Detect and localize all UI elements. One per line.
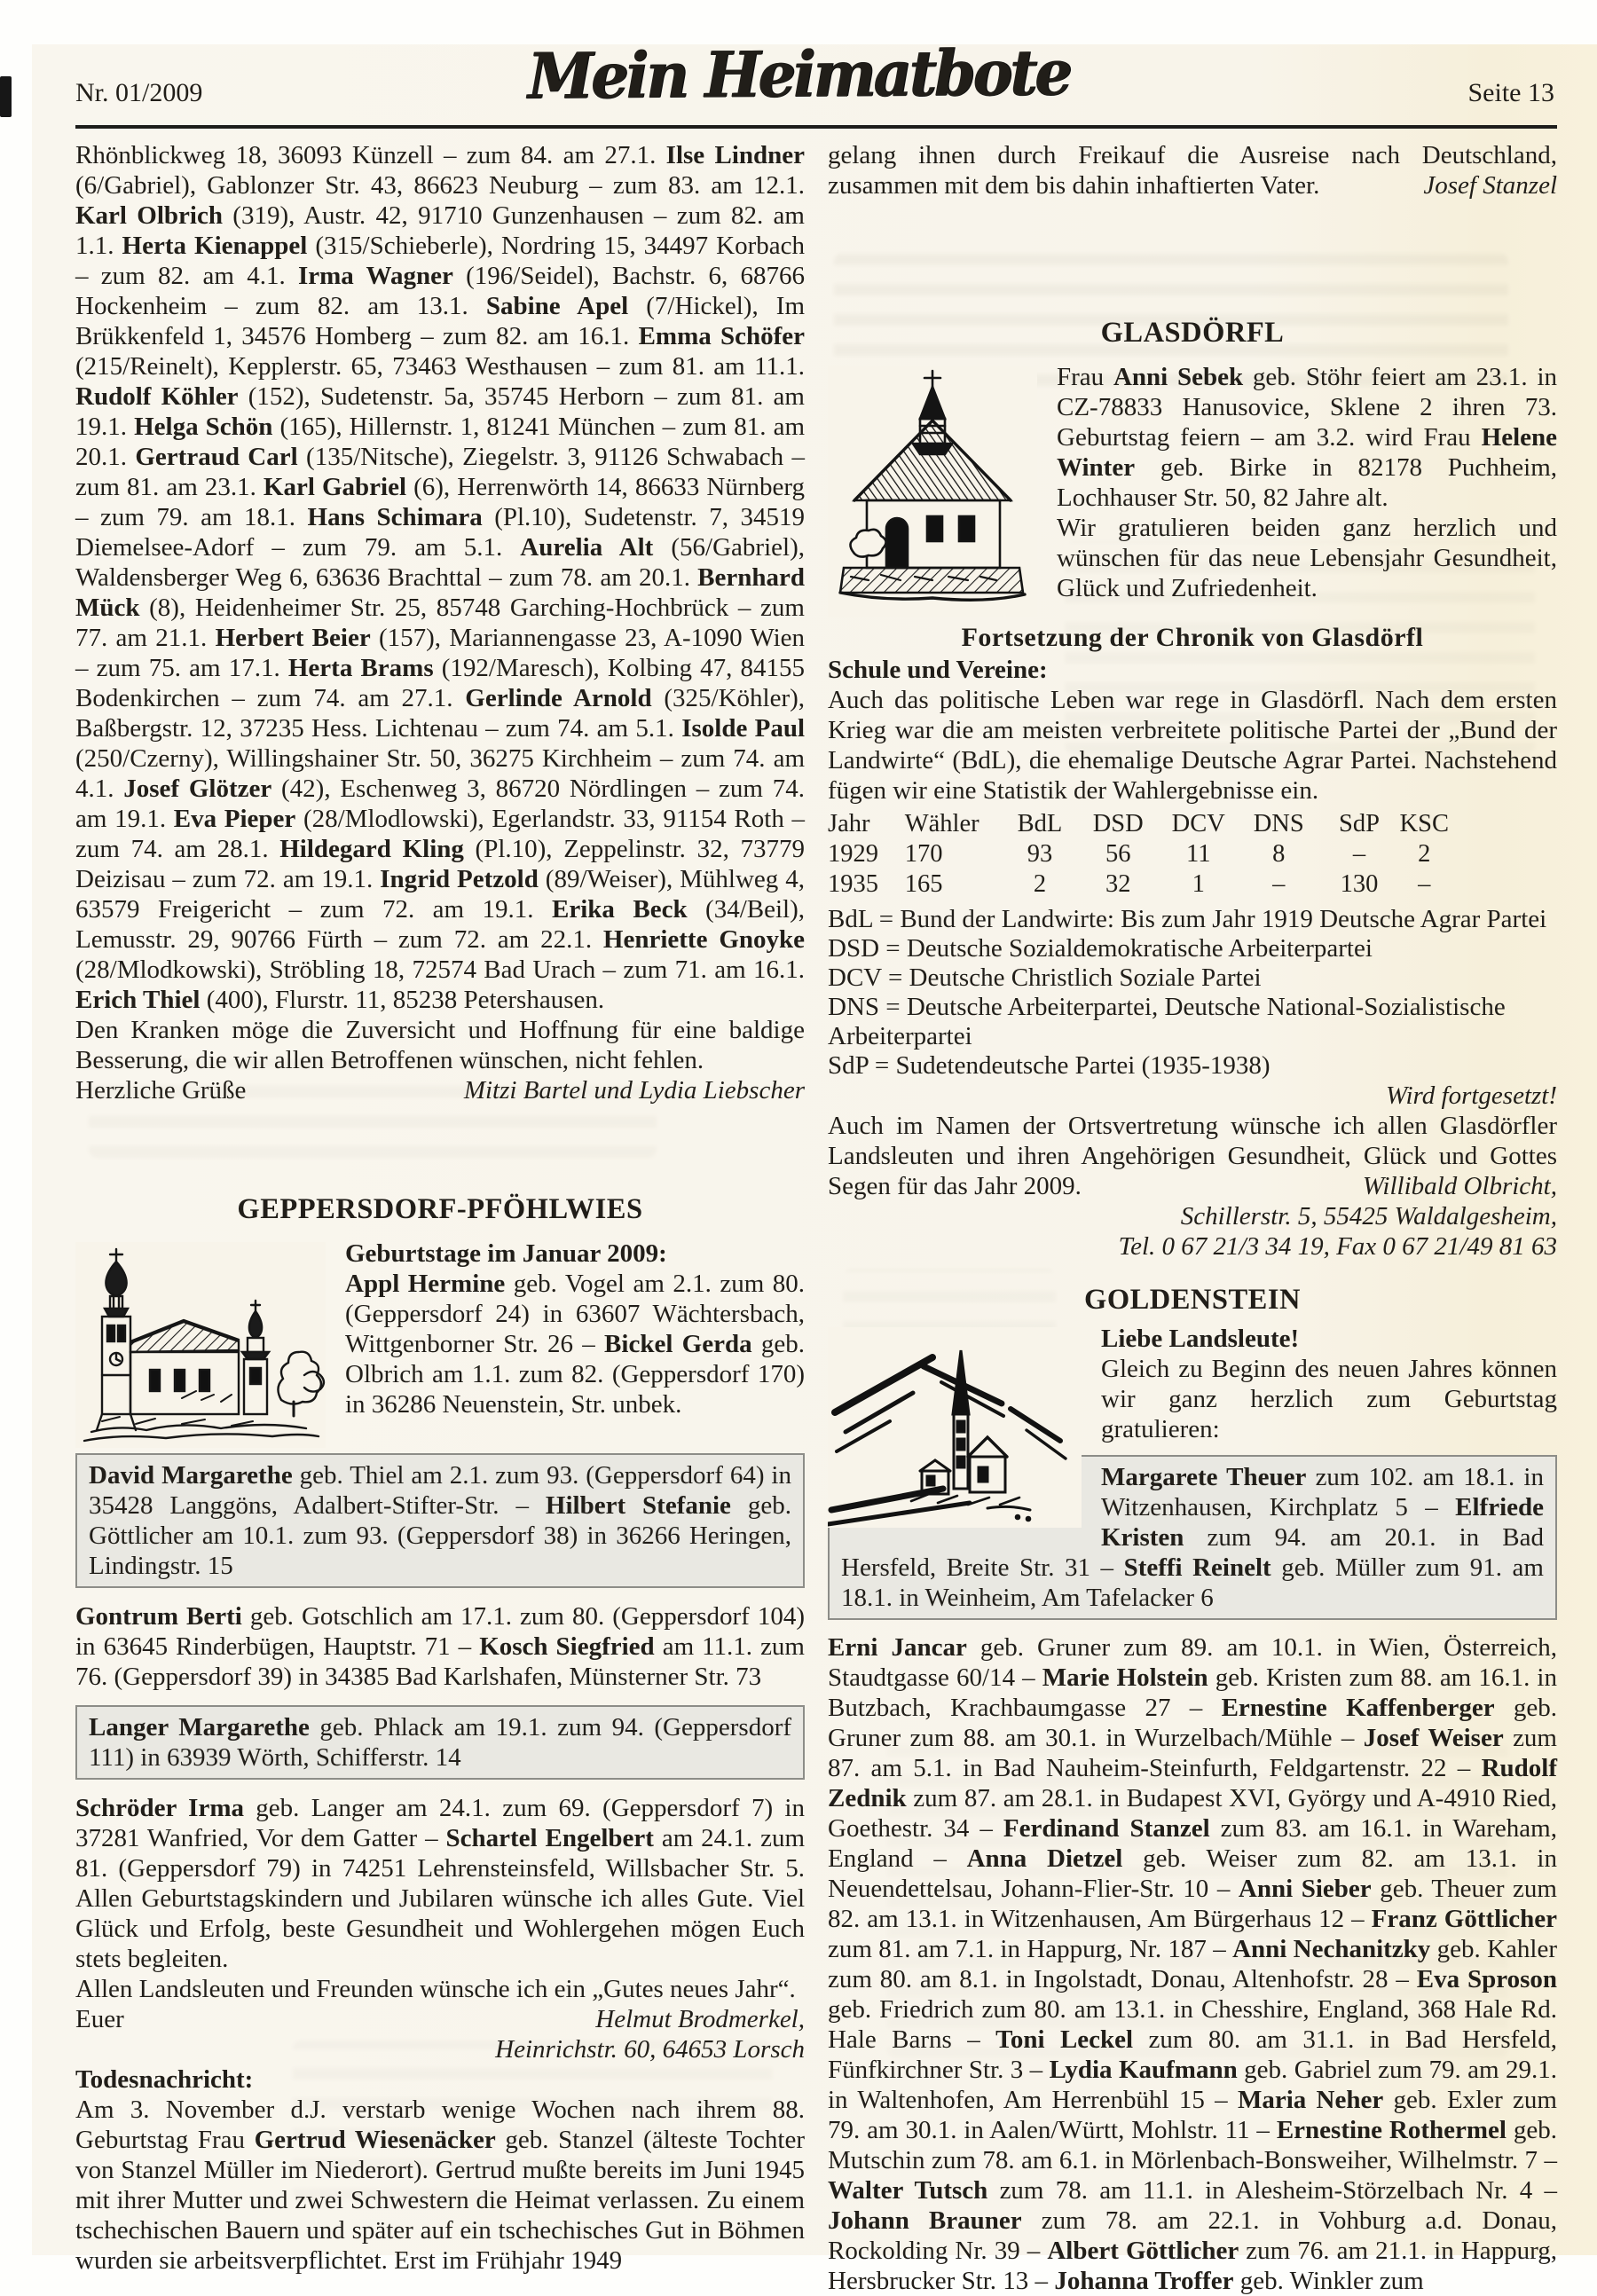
death-notice-para: Am 3. November d.J. verstarb wenige Wochen nach ihrem 88. Geburtstag Frau Gertrud Wiesenäcker geb. Stanzel (älteste Tochter von Stanzel Müller im Niederort). Gertrud mußte bereits im Juni 1945 mit ihrer Mutter und zwei Schwestern die Heimat verlassen. Zu einem tschechischen Bauern und später auf ein tschechisches Gut in Böhmen wurden sie arbeitsverpflichtet. Erst im Frühjahr 1949 <box>75 2095 805 2275</box>
olbricht-address: Schillerstr. 5, 55425 Waldalgesheim, <box>1180 1202 1557 1231</box>
birthday-list: Rhönblickweg 18, 36093 Künzell – zum 84. am 27.1. Ilse Lindner (6/Gabriel), Gablonzer Str. 43, 86623 Neuburg – zum 83. am 12.1. Karl Olbrich (319), Austr. 42, 91710 Gunzenhausen – zum 82. am 1.1. Herta Kienappel (315/Schieberle), Nordring 15, 34497 Korbach – zum 82. am 4.1. Irma Wagner (196/Seidel), Bachstr. 6, 68766 Hockenheim – zum 82. am 13.1. Sabine Apel (7/Hickel), Im Brükkenfeld 1, 34576 Homberg – zum 82. am 16.1. Emma Schöfer (215/Reinelt), Kepplerstr. 65, 73463 Westhausen – zum 81. am 11.1. Rudolf Köhler (152), Sudetenstr. 5a, 35745 Herborn – zum 81. am 19.1. Helga Schön (165), Hillernstr. 1, 81241 München – zum 81. am 20.1. Gertraud Carl (135/Nitsche), Ziegelstr. 3, 91126 Schwabach – zum 81. am 23.1. Karl Gabriel (6), Herrenwörth 14, 86633 Nürnberg – zum 79. am 18.1. Hans Schimara (Pl.10), Sudetenstr. 7, 34519 Diemelsee-Adorf – zum 79. am 5.1. Aurelia Alt (56/Gabriel), Waldensberger Weg 6, 63636 Brachttal – zum 78. am 20.1. Bernhard Mück (8), Heidenheimer Str. 25, 85748 Garching-Hochbrück – zum 77. am 21.1. Herbert Beier (157), Mariannengasse 23, A-1090 Wien – zum 75. am 17.1. Herta Brams (192/Maresch), Kolbing 47, 84155 Bodenkirchen – zum 74. am 27.1. Gerlinde Arnold (325/Köhler), Baßbergstr. 12, 37235 Hess. Lichtenau – zum 74. am 5.1. Isolde Paul (250/Czerny), Willingshainer Str. 50, 36275 Kirchheim – zum 74. am 4.1. Josef Glötzer (42), Eschenweg 3, 86720 Nördlingen – zum 74. am 19.1. Eva Pieper (28/Mlodlowski), Egerlandstr. 33, 91154 Roth – zum 74. am 28.1. Hildegard Kling (Pl.10), Zeppelinstr. 32, 73779 Deizisau – zum 72. am 19.1. Ingrid Petzold (89/Weiser), Mühlweg 4, 63579 Freigericht – zum 72. am 19.1. Erika Beck (34/Beil), Lemusstr. 29, 90766 Fürth – zum 72. am 22.1. Henriette Gnoyke (28/Mlodkowski), Ströbling 18, 72574 Bad Urach – zum 71. am 16.1. Erich Thiel (400), Flurstr. 11, 85238 Petershausen. <box>75 141 806 1014</box>
chronik-title: Fortsetzung der Chronik von Glasdörfl <box>961 623 1424 652</box>
goldenstein-intro: Gleich zu Beginn des neuen Jahres können wir ganz herzlich zum Geburtstag gratulieren: <box>1101 1355 1557 1443</box>
schule-vereine-title: Schule und Vereine: <box>828 656 1048 684</box>
geppersdorf-intro: Appl Hermine geb. Vogel am 2.1. zum 80. (Geppersdorf 24) in 63607 Wächtersbach, Wittgenborner Str. 26 – Bickel Gerda geb. Olbrich am 1.1. zum 82. (Geppersdorf 170) in 36286 Neuenstein, Str. unbek. <box>345 1270 805 1419</box>
election-row-1929: 1929 170 93 56 11 8 – 2 <box>828 840 1431 868</box>
election-table-header-row <box>828 809 1449 839</box>
glasdoerfl-closing: Auch im Namen der Ortsvertretung wünsche ich allen Glasdörfler Landsleuten und ihren Angehörigen Gesundheit, Glück und Gottes Segen für das Jahr 2009. <box>828 1112 1557 1200</box>
goldenstein-box-text: Margarete Theuer zum 102. am 18.1. in Witzenhausen, Kirchplatz 5 – Elfriede Kristen zum 94. am 20.1. in Bad Hersfeld, Breite Str. 31 – Steffi Reinelt geb. Müller zum 91. am 18.1. in Weinheim, Am Tafelacker 6 <box>841 1463 1544 1612</box>
geppersdorf-subtitle: Geburtstage im Januar 2009: <box>345 1239 667 1268</box>
col-waehler: Wähler <box>904 810 979 837</box>
legend-dcv: DCV = Deutsche Christlich Soziale Partei <box>828 963 1262 992</box>
chronik-para: Auch das politische Leben war rege in Glasdörfl. Nach dem ersten Krieg war die am meisten verbreitete politische Partei der „Bund der Landwirte“ (BdL), die ehemalige Deutsche Agrar Partei. Nachstehend fügen wir eine Statistik der Wahlergebnisse ein. <box>828 686 1557 805</box>
column-right <box>828 140 1557 2296</box>
election-table <box>828 809 1449 900</box>
newyear-wish: Allen Landsleuten und Freunden wünsche ich ein „Gutes neues Jahr“. <box>75 1975 796 2003</box>
masthead: Mein Heimatbote <box>527 35 1070 114</box>
death-notice-title: Todesnachricht: <box>75 2065 254 2094</box>
col-jahr: Jahr <box>828 810 870 837</box>
legend-bdl: BdL = Bund der Landwirte: Bis zum Jahr 1919 Deutsche Agrar Partei <box>828 905 1547 933</box>
spacer <box>828 1262 1557 1285</box>
geppersdorf-highlight-box-2 <box>75 1705 805 1780</box>
geppersdorf-para-1: Gontrum Berti geb. Gotschlich am 17.1. zum 80. (Geppersdorf 104) in 63645 Rinderbügen, Hauptstr. 71 – Kosch Siegfried am 11.1. zum 76. (Geppersdorf 39) in 34385 Bad Karlshafen, Münsterner Str. 73 <box>75 1602 805 1691</box>
greeting-row <box>75 1075 805 1105</box>
mountain-church-illustration-goldenstein <box>828 1327 1082 1528</box>
col-ksc: KSC <box>1399 810 1449 837</box>
euer-row <box>75 2004 805 2034</box>
olbricht-signature: Willibald Olbricht, <box>1362 1172 1557 1200</box>
glasdoerfl-title: GLASDÖRFL <box>1100 317 1285 349</box>
greeting-signature: Mitzi Bartel und Lydia Liebscher <box>463 1076 805 1105</box>
col-bdl: BdL <box>1017 810 1063 837</box>
legend-dns: DNS = Deutsche Arbeiterpartei, Deutsche National-Sozialistische Arbeiterpartei <box>828 993 1506 1050</box>
geppersdorf-section <box>75 1238 805 2276</box>
header-rule <box>75 125 1557 129</box>
goldenstein-salutation: Liebe Landsleute! <box>1101 1325 1300 1353</box>
glasdoerfl-para-2: Wir gratulieren beiden ganz herzlich und wünschen für das neue Lebensjahr Gesundheit, Glück und Zufriedenheit. <box>1057 514 1557 602</box>
column-left <box>75 140 805 2276</box>
glasdoerfl-para-1: Frau Anni Sebek geb. Stöhr feiert am 23.1. in CZ-78833 Hanusovice, Sklene 2 ihren 73. Geburtstag feiern – am 3.2. wird Frau Helene Winter geb. Birke in 82178 Puchheim, Lochhauser Str. 50, 82 Jahre alt. <box>1057 363 1557 512</box>
continued-note: Wird fortgesetzt! <box>1385 1081 1557 1110</box>
col-dns: DNS <box>1253 810 1304 837</box>
continuation-para: gelang ihnen durch Freikauf die Ausreise nach Deutschland, zusammen mit dem bis dahin inhaftierten Vater. <box>828 141 1557 200</box>
page-number: Seite 13 <box>1467 78 1554 107</box>
legend-sdp: SdP = Sudetendeutsche Partei (1935-1938) <box>828 1051 1271 1080</box>
election-row-1935: 1935 165 2 32 1 – 130 – <box>828 870 1431 898</box>
spacer <box>828 201 1557 318</box>
geppersdorf-box1-text: David Margarethe geb. Thiel am 2.1. zum 93. (Geppersdorf 64) in 35428 Langgöns, Adalbert-Stifter-Str. – Hilbert Stefanie geb. Göttlicher am 10.1. zum 93. (Geppersdorf 38) in 36266 Heringen, Lindingstr. 15 <box>89 1461 791 1580</box>
brodmerkel-address: Heinrichstr. 60, 64653 Lorsch <box>495 2035 805 2064</box>
col-sdp: SdP <box>1339 810 1380 837</box>
legend-dsd: DSD = Deutsche Sozialdemokratische Arbeiterpartei <box>828 934 1373 963</box>
chapel-illustration-glasdoerfl <box>828 366 1037 617</box>
col-dcv: DCV <box>1171 810 1225 837</box>
sick-wish: Den Kranken möge die Zuversicht und Hoffnung für eine baldige Besserung, die wir allen Betroffenen wünschen, nicht fehlen. <box>75 1016 805 1074</box>
goldenstein-title: GOLDENSTEIN <box>1084 1284 1301 1316</box>
glasdoerfl-section <box>828 362 1557 1262</box>
goldenstein-section <box>828 1324 1557 2296</box>
greeting: Herzliche Grüße <box>75 1076 247 1105</box>
stanzel-signature: Josef Stanzel <box>1423 171 1557 200</box>
village-church-illustration-geppersdorf <box>75 1242 326 1448</box>
spacer <box>75 1105 805 1194</box>
geppersdorf-title: GEPPERSDORF-PFÖHLWIES <box>237 1193 643 1225</box>
geppersdorf-highlight-box-1 <box>75 1453 805 1588</box>
olbricht-phone: Tel. 0 67 21/3 34 19, Fax 0 67 21/49 81 63 <box>1118 1232 1557 1261</box>
goldenstein-list: Erni Jancar geb. Gruner zum 89. am 10.1. in Wien, Österreich, Staudtgasse 60/14 – Marie Holstein geb. Kristen zum 88. am 16.1. in Butzbach, Krachbaumgasse 27 – Ernestine Kaffenberger geb. Gruner zum 88. am 30.1. in Wurzelbach/Mühle – Josef Weiser zum 87. am 5.1. in Bad Nauheim-Steinfurth, Feldgartenstr. 22 – Rudolf Zednik zum 87. am 28.1. in Budapest XVI, György und A-4910 Ried, Goethestr. 34 – Ferdinand Stanzel zum 83. am 16.1. in Wareham, England – Anna Dietzel geb. Weiser zum 82. am 13.1. in Neuendettelsau, Johann-Flier-Str. 10 – Anni Sieber geb. Theuer zum 82. am 13.1. in Witzenhausen, Am Bürgerhaus 12 – Franz Göttlicher zum 81. am 7.1. in Happurg, Nr. 187 – Anni Nechanitzky geb. Kahler zum 80. am 8.1. in Ingolstadt, Donau, Altenhofstr. 28 – Eva Sproson geb. Friedrich zum 80. am 13.1. in Chesshire, England, 368 Hale Rd. Hale Barns – Toni Leckel zum 80. am 31.1. in Bad Hersfeld, Fünfkirchner Str. 3 – Lydia Kaufmann geb. Gabriel zum 79. am 29.1. in Waltenhofen, Am Herrenbühl 15 – Maria Neher geb. Exler zum 79. am 30.1. in Aalen/Württ, Mohlstr. 11 – Ernestine Rothermel geb. Mutschin zum 78. am 6.1. in Mörlenbach-Bonsweiher, Wilhelmstr. 7 – Walter Tutsch zum 78. am 11.1. in Alesheim-Störzelbach Nr. 4 – Johann Brauner zum 78. am 22.1. in Vohburg a.d. Donau, Rockolding Nr. 39 – Albert Göttlicher zum 76. am 21.1. in Happurg, Hersbrucker Str. 13 – Johanna Troffer geb. Winkler zum <box>828 1633 1558 2295</box>
geppersdorf-para-2: Schröder Irma geb. Langer am 24.1. zum 69. (Geppersdorf 7) in 37281 Wanfried, Vor dem Gatter – Schartel Engelbert am 24.1. zum 81. (Geppersdorf 79) in 74251 Lehrensteinsfeld, Willsbacher Str. 5. Allen Geburtstagskindern und Jubilaren wünsche ich alles Gute. Viel Glück und Erfolg, beste Gesundheit und Wohlergehen mögen Euch stets begleiten. <box>75 1794 805 1973</box>
issue-number: Nr. 01/2009 <box>75 78 203 107</box>
euer-label: Euer <box>75 2005 124 2033</box>
brodmerkel-signature: Helmut Brodmerkel, <box>595 2005 805 2033</box>
geppersdorf-box2-text: Langer Margarethe geb. Phlack am 19.1. zum 94. (Geppersdorf 111) in 63939 Wörth, Schifferstr. 14 <box>89 1713 792 1772</box>
col-dsd: DSD <box>1092 810 1144 837</box>
